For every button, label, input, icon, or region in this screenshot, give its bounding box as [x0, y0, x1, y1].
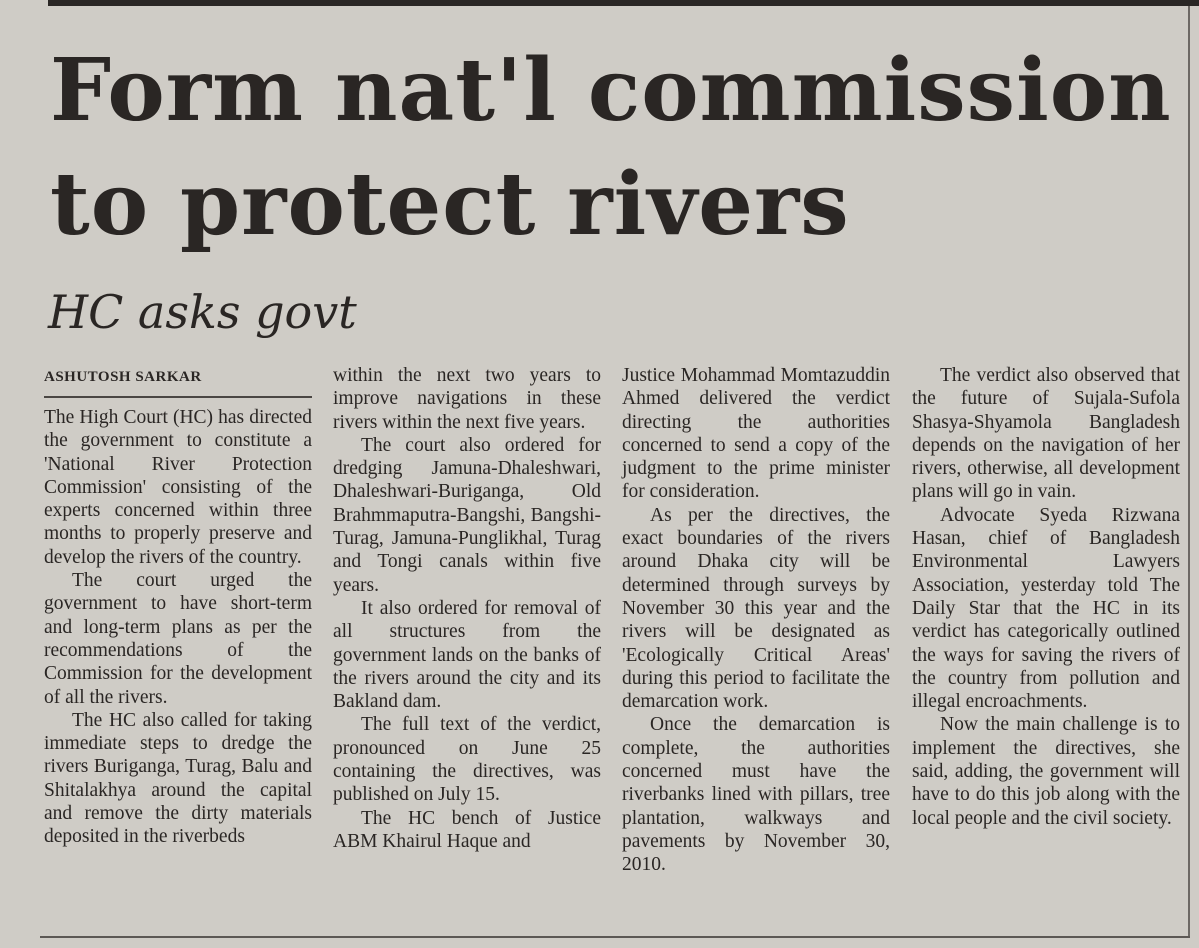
article-column-3 — [622, 364, 890, 877]
paragraph: Once the demarcation is complete, the authorities concerned must have the riverbanks lined with pillars, tree plantation, walkways and pavements by November 30, 2010. — [622, 714, 890, 876]
paragraph: The verdict also observed that the future of Sujala-Sufola Shasya-Shyamola Bangladesh depends on the navigation of her rivers, otherwise, all development plans will go in vain. — [912, 365, 1180, 503]
paragraph: As per the directives, the exact boundaries of the rivers around Dhaka city will be determined through surveys by November 30 this year and the rivers will be designated as 'Ecologically Critical Areas' during this period to facilitate the demarcation work. — [622, 504, 890, 713]
bottom-rule — [40, 936, 1190, 938]
paragraph: The full text of the verdict, pronounced on June 25 containing the directives, was published on July 15. — [333, 714, 601, 806]
paragraph: Now the main challenge is to implement the directives, she said, adding, the government will have to do this job along with the local people and the civil society. — [912, 714, 1180, 829]
paragraph: The court urged the government to have short-term and long-term plans as per the recommendations of the Commission for the development of all the rivers. — [44, 570, 312, 708]
article-column-1 — [44, 364, 312, 849]
byline: ASHUTOSH SARKAR — [44, 369, 202, 385]
article-column-4 — [912, 364, 1180, 830]
top-rule — [48, 0, 1199, 6]
paragraph: within the next two years to improve navigations in these rivers within the next five years. — [333, 365, 601, 433]
paragraph: The High Court (HC) has directed the government to constitute a 'National River Protection Commission' consisting of the experts concerned within three months to properly preserve and develop the rivers of the country. — [44, 407, 312, 568]
paragraph: The HC also called for taking immediate steps to dredge the rivers Buriganga, Turag, Balu and Shitalakhya around the capital and remove the dirty materials deposited in the riverbeds — [44, 709, 312, 848]
paragraph: It also ordered for removal of all structures from the government lands on the banks of the rivers around the city and its Bakland dam. — [333, 597, 601, 713]
paragraph: Justice Mohammad Momtazuddin Ahmed delivered the verdict directing the authorities concerned to send a copy of the judgment to the prime minister for consideration. — [622, 365, 890, 503]
paragraph: The HC bench of Justice ABM Khairul Haque and — [333, 807, 601, 852]
subheadline: HC asks govt — [48, 285, 357, 339]
headline: Form nat'l commission to protect rivers — [50, 40, 1172, 255]
byline-rule — [44, 396, 312, 398]
paragraph: Advocate Syeda Rizwana Hasan, chief of Bangladesh Environmental Lawyers Association, yesterday told The Daily Star that the HC in its verdict has categorically outlined the ways for saving the rivers of the country from pollution and illegal encroachments. — [912, 504, 1180, 713]
paragraph: The court also ordered for dredging Jamuna-Dhaleshwari, Dhaleshwari-Buriganga, Old Brahmmaputra-Bangshi, Bangshi-Turag, Jamuna-Punglikhal, Turag and Tongi canals within five years. — [333, 434, 601, 596]
article-column-2 — [333, 364, 601, 853]
